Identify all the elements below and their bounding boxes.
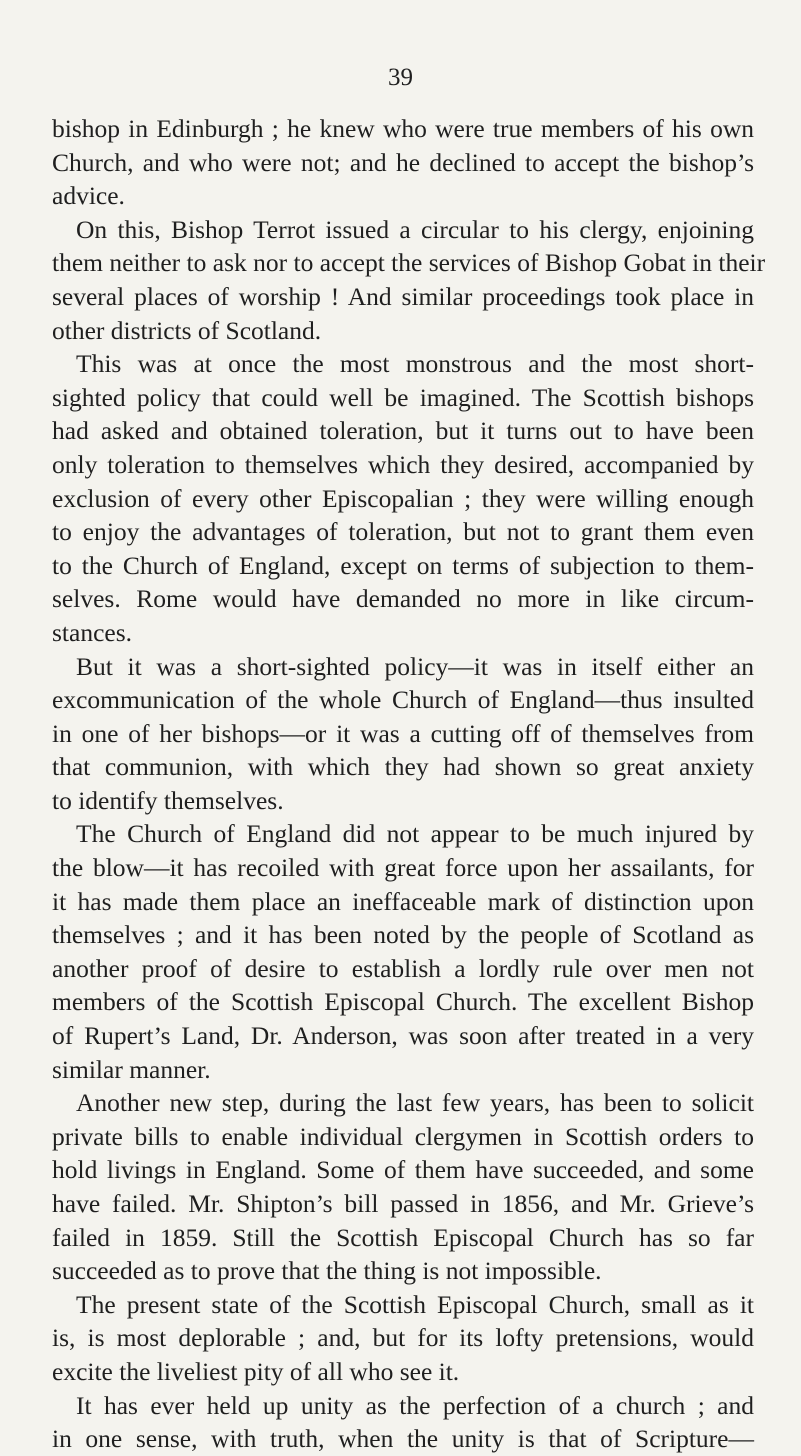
text-line: selves. Rome would have demanded no more in like circum-: [52, 584, 754, 614]
text-line: of Rupert’s Land, Dr. Anderson, was soon after treated in a very: [52, 1021, 754, 1051]
text-line: similar manner.: [52, 1054, 211, 1084]
text-line: other districts of Scotland.: [52, 315, 322, 345]
text-line: exclusion of every other Episcopalian ; they were willing enough: [52, 483, 754, 513]
text-line: have failed. Mr. Shipton’s bill passed in 1856, and Mr. Grieve’s: [52, 1189, 754, 1218]
text-line: had asked and obtained toleration, but it turns out to have been: [52, 416, 754, 446]
text-line: sighted policy that could well be imagined. The Scottish bishops: [52, 382, 754, 412]
text-line: The present state of the Scottish Episcopal Church, small as it: [76, 1289, 754, 1319]
text-line: But it was a short-sighted policy—it was in itself either an: [76, 651, 754, 681]
text-line: several places of worship ! And similar proceedings took place in: [52, 281, 754, 311]
text-line: succeeded as to prove that the thing is not impossible.: [52, 1256, 602, 1286]
text-line: stances.: [52, 617, 133, 647]
text-line: them neither to ask nor to accept the services of Bishop Gobat in their: [52, 248, 766, 278]
text-line: only toleration to themselves which they desired, accompanied by: [52, 449, 754, 479]
text-line: to identify themselves.: [52, 785, 284, 815]
text-line: excommunication of the whole Church of England—thus insulted: [52, 685, 754, 715]
text-line: Church, and who were not; and he declined to accept the bishop’s: [52, 147, 754, 177]
text-line: to enjoy the advantages of toleration, but not to grant them even: [52, 517, 754, 547]
text-line: It has ever held up unity as the perfection of a church ; and: [76, 1390, 754, 1420]
text-line: in one sense, with truth, when the unity is that of Scripture—: [52, 1424, 754, 1454]
text-line: Another new step, during the last few years, has been to solicit: [76, 1088, 754, 1118]
body-text: [52, 112, 766, 1456]
text-line: bishop in Edinburgh ; he knew who were true members of his own: [52, 114, 754, 143]
text-line: it has made them place an ineffaceable mark of distinction upon: [52, 886, 754, 916]
text-line: advice.: [52, 181, 125, 211]
text-line: to the Church of England, except on terms of subjection to them-: [52, 550, 754, 580]
text-line: failed in 1859. Still the Scottish Episcopal Church has so far: [52, 1222, 754, 1252]
text-line: On this, Bishop Terrot issued a circular to his clergy, enjoining: [76, 214, 754, 244]
text-line: the blow—it has recoiled with great force upon her assailants, for: [52, 853, 754, 883]
text-line: members of the Scottish Episcopal Church. The excellent Bishop: [52, 987, 754, 1017]
text-line: This was at once the most monstrous and the most short-: [76, 349, 754, 379]
text-line: another proof of desire to establish a lordly rule over men not: [52, 953, 754, 983]
page-number: 39: [388, 64, 413, 91]
text-line: excite the liveliest pity of all who see it.: [52, 1356, 460, 1386]
text-line: that communion, with which they had shown so great anxiety: [52, 752, 754, 782]
text-line: is, is most deplorable ; and, but for its lofty pretensions, would: [52, 1323, 754, 1353]
text-line: hold livings in England. Some of them have succeeded, and some: [52, 1155, 754, 1185]
text-line: The Church of England did not appear to be much injured by: [76, 819, 754, 849]
text-line: themselves ; and it has been noted by the people of Scotland as: [52, 920, 754, 950]
text-line: private bills to enable individual clergymen in Scottish orders to: [52, 1121, 754, 1151]
text-line: in one of her bishops—or it was a cutting off of themselves from: [52, 718, 754, 748]
